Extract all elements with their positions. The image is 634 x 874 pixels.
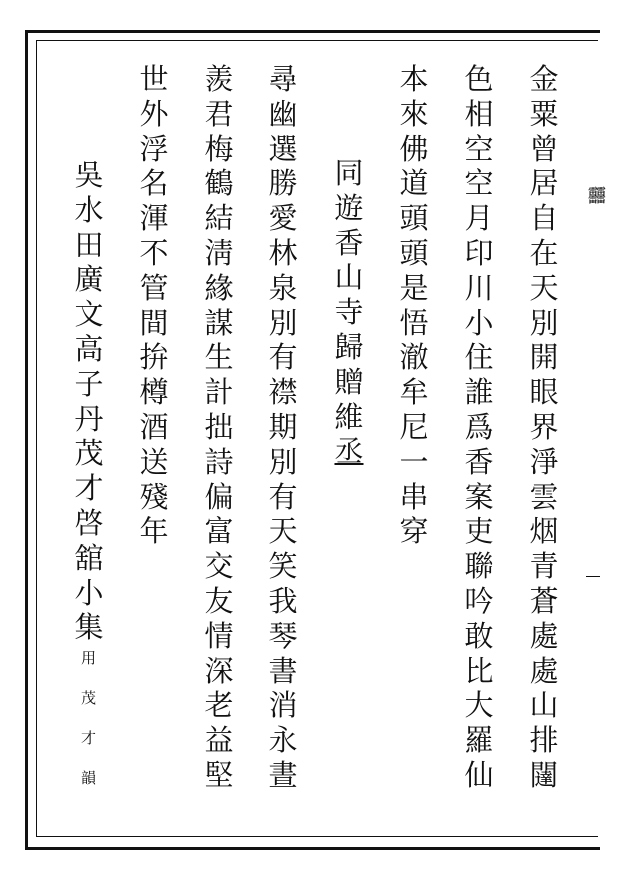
glyph: 友 — [204, 583, 234, 618]
glyph: 結 — [204, 201, 234, 236]
glyph: 管 — [139, 270, 169, 305]
colophon-note — [81, 638, 96, 798]
glyph: 深 — [204, 653, 234, 688]
glyph: 小 — [74, 575, 104, 610]
glyph: 來 — [399, 96, 429, 131]
glyph: 月 — [464, 201, 494, 236]
glyph: 羨 — [204, 62, 234, 96]
glyph: 益 — [204, 723, 234, 758]
glyph: 集 — [74, 610, 104, 645]
glyph: 悟 — [399, 305, 429, 340]
glyph: 舘 — [74, 540, 104, 575]
glyph: 子 — [74, 366, 104, 401]
glyph: 樽 — [139, 375, 169, 410]
glyph: 笑 — [268, 549, 298, 584]
glyph: 渾 — [139, 201, 169, 236]
glyph: 串 — [399, 479, 429, 514]
glyph: 自 — [529, 201, 559, 236]
glyph: 小 — [464, 305, 494, 340]
glyph: 尋 — [268, 62, 298, 96]
glyph: 林 — [268, 235, 298, 270]
glyph: 仙 — [464, 757, 494, 792]
inner-border — [36, 40, 598, 837]
glyph: 尼 — [399, 409, 429, 444]
glyph: 歸 — [334, 329, 364, 364]
glyph: 案 — [464, 479, 494, 514]
glyph: 在 — [529, 235, 559, 270]
glyph: 道 — [399, 166, 429, 201]
glyph: 烟 — [529, 514, 559, 549]
glyph: 才 — [74, 471, 104, 506]
glyph: 交 — [204, 549, 234, 584]
glyph: 眼 — [529, 375, 559, 410]
glyph: 是 — [399, 270, 429, 305]
glyph: 愛 — [268, 201, 298, 236]
glyph: 消 — [268, 688, 298, 723]
glyph: 同 — [334, 156, 364, 190]
glyph: 老 — [204, 688, 234, 723]
glyph: 勝 — [268, 166, 298, 201]
glyph: 吏 — [464, 514, 494, 549]
glyph: 淸 — [204, 235, 234, 270]
glyph: 年 — [139, 514, 169, 549]
glyph: 啓 — [74, 505, 104, 540]
poem2-line2 — [202, 62, 236, 793]
glyph: 高 — [74, 331, 104, 366]
glyph: 牟 — [399, 375, 429, 410]
glyph: 富 — [204, 514, 234, 549]
poem2-line3 — [137, 62, 171, 549]
glyph: 田 — [74, 227, 104, 262]
glyph: 香 — [464, 444, 494, 479]
glyph: 情 — [204, 618, 234, 653]
glyph: 青 — [529, 549, 559, 584]
glyph: 空 — [464, 131, 494, 166]
glyph: 蒼 — [529, 583, 559, 618]
glyph: 吳 — [74, 158, 104, 192]
glyph: 浮 — [139, 131, 169, 166]
glyph: 生 — [204, 340, 234, 375]
glyph: 別 — [268, 444, 298, 479]
glyph: 羅 — [464, 723, 494, 758]
glyph: 書 — [268, 653, 298, 688]
poem1-line2 — [462, 62, 496, 793]
glyph: 雲 — [529, 479, 559, 514]
colophon-author-line — [72, 158, 106, 645]
glyph: 山 — [529, 688, 559, 723]
glyph: 琴 — [268, 618, 298, 653]
glyph: 香 — [334, 225, 364, 260]
glyph: 天 — [268, 514, 298, 549]
glyph: 梅 — [204, 131, 234, 166]
glyph: 丹 — [74, 401, 104, 436]
glyph: 鶴 — [204, 166, 234, 201]
poem2-title — [332, 156, 366, 469]
glyph: 茂 — [81, 689, 97, 707]
glyph: 本 — [399, 62, 429, 96]
glyph: 處 — [529, 653, 559, 688]
glyph: 印 — [464, 235, 494, 270]
glyph: 居 — [529, 166, 559, 201]
glyph: 廣 — [74, 262, 104, 297]
glyph: 比 — [464, 653, 494, 688]
glyph: 酒 — [139, 409, 169, 444]
glyph: 才 — [81, 729, 97, 747]
glyph: 天 — [529, 270, 559, 305]
glyph: 爲 — [464, 409, 494, 444]
glyph: 韻 — [81, 769, 97, 787]
glyph: 開 — [529, 340, 559, 375]
glyph: 堅 — [204, 757, 234, 792]
margin-mark: 䨻 — [588, 186, 606, 207]
glyph: 殘 — [139, 479, 169, 514]
glyph: 選 — [268, 131, 298, 166]
glyph: 維 — [334, 399, 364, 434]
glyph: 泉 — [268, 270, 298, 305]
poem1-line3 — [397, 62, 431, 549]
poem1-line1 — [527, 62, 561, 793]
glyph: 吟 — [464, 583, 494, 618]
glyph: 粟 — [529, 96, 559, 131]
glyph: 贈 — [334, 364, 364, 399]
glyph: 佛 — [399, 131, 429, 166]
glyph: 敢 — [464, 618, 494, 653]
glyph: 別 — [529, 305, 559, 340]
glyph: 文 — [74, 297, 104, 332]
glyph: 送 — [139, 444, 169, 479]
glyph: 名 — [139, 166, 169, 201]
glyph: 外 — [139, 96, 169, 131]
glyph: 謀 — [204, 305, 234, 340]
glyph: 不 — [139, 235, 169, 270]
glyph: 排 — [529, 723, 559, 758]
glyph: 大 — [464, 688, 494, 723]
glyph: 色 — [464, 62, 494, 96]
glyph: 穿 — [399, 514, 429, 549]
glyph: 有 — [268, 340, 298, 375]
glyph: 間 — [139, 305, 169, 340]
glyph: 水 — [74, 192, 104, 227]
glyph: 寺 — [334, 295, 364, 330]
glyph: 襟 — [268, 375, 298, 410]
glyph: 頭 — [399, 201, 429, 236]
glyph: 君 — [204, 96, 234, 131]
glyph: 相 — [464, 96, 494, 131]
glyph: 金 — [529, 62, 559, 96]
glyph: 我 — [268, 583, 298, 618]
glyph: 澈 — [399, 340, 429, 375]
glyph: 永 — [268, 723, 298, 758]
glyph: 拚 — [139, 340, 169, 375]
glyph: 遊 — [334, 190, 364, 225]
glyph: 山 — [334, 260, 364, 295]
glyph: 住 — [464, 340, 494, 375]
glyph: 計 — [204, 375, 234, 410]
glyph: 空 — [464, 166, 494, 201]
glyph: 頭 — [399, 235, 429, 270]
glyph: 淨 — [529, 444, 559, 479]
glyph: 茂 — [74, 436, 104, 471]
glyph: 處 — [529, 618, 559, 653]
glyph: 闥 — [529, 757, 559, 792]
glyph: 別 — [268, 305, 298, 340]
glyph: 晝 — [268, 757, 298, 792]
glyph: 川 — [464, 270, 494, 305]
glyph: 界 — [529, 409, 559, 444]
glyph: 丞 — [334, 434, 364, 469]
glyph: 世 — [139, 62, 169, 96]
glyph: 偏 — [204, 479, 234, 514]
glyph: 拙 — [204, 409, 234, 444]
glyph: 聯 — [464, 549, 494, 584]
glyph: 期 — [268, 409, 298, 444]
glyph: 緣 — [204, 270, 234, 305]
glyph: 用 — [81, 649, 97, 667]
poem2-line1 — [266, 62, 300, 793]
margin-tick — [586, 576, 600, 577]
glyph: 詩 — [204, 444, 234, 479]
glyph: 幽 — [268, 96, 298, 131]
glyph: 曾 — [529, 131, 559, 166]
glyph: 誰 — [464, 375, 494, 410]
glyph: 有 — [268, 479, 298, 514]
glyph: 一 — [399, 444, 429, 479]
